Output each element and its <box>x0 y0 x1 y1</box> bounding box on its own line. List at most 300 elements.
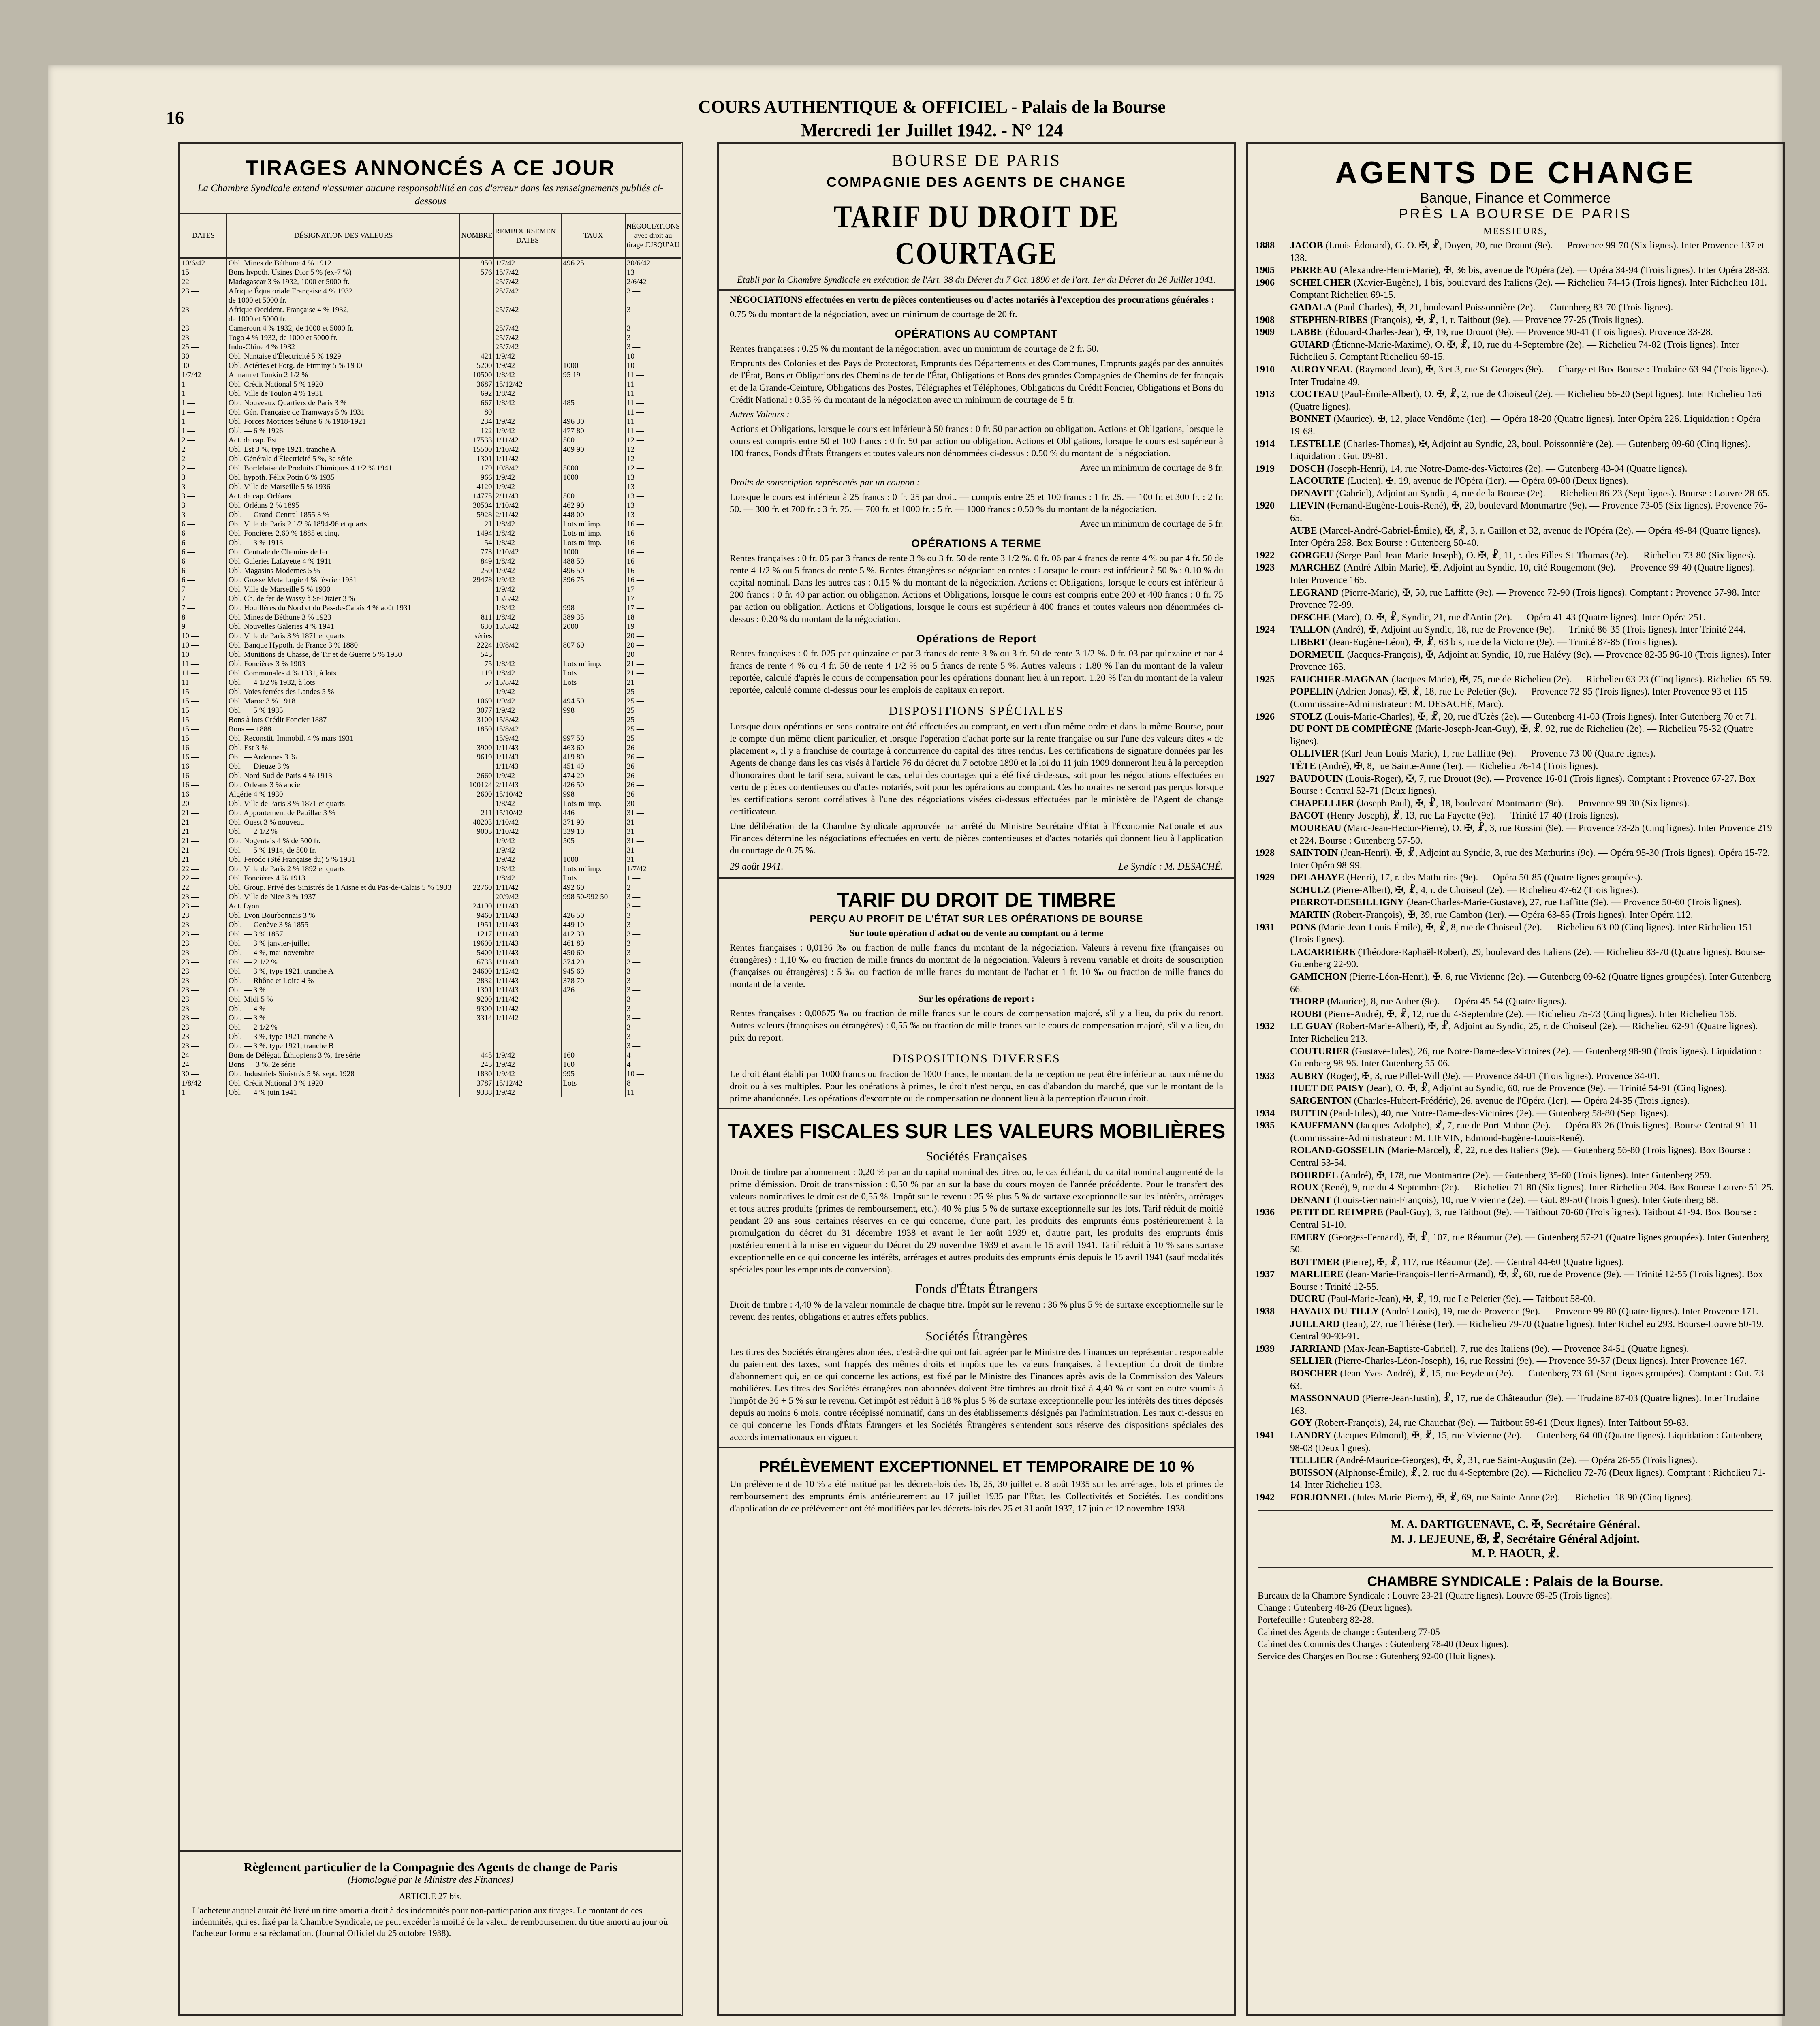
agent-name: BONNET <box>1290 414 1331 425</box>
row-date: 16 — <box>180 762 227 771</box>
divider <box>1258 1567 1773 1568</box>
row-rembours-date: 15/8/42 <box>493 622 561 631</box>
table-row <box>180 920 681 930</box>
row-date: 23 — <box>180 902 227 911</box>
row-date: 22 — <box>180 883 227 892</box>
row-nombre: 543 <box>460 650 493 659</box>
agent-details: (Robert-François), 24, rue Chauchat (9e). — Taitbout 59-61 (Deux lignes). Inter Taitbout 59-63. <box>1314 1418 1689 1429</box>
agent-details: (Charles-Hubert-Frédéric), 26, avenue de l'Opéra (1er). — Opéra 24-35 (Trois lignes). <box>1354 1095 1690 1106</box>
agent-details: (Pierre), ✠, ☧, 117, rue Réaumur (2e). — Central 44-60 (Quatre lignes). <box>1342 1257 1624 1267</box>
row-rembours-taux <box>561 1088 625 1097</box>
agent-year <box>1255 475 1290 487</box>
row-date: 23 — <box>180 286 227 296</box>
agent-body <box>1290 624 1775 636</box>
row-nombre: 1069 <box>460 697 493 706</box>
table-row <box>180 464 681 473</box>
row-rembours-date: 1/8/42 <box>493 874 561 883</box>
row-negociation: 25 — <box>626 734 644 743</box>
row-date: 10 — <box>180 641 227 650</box>
agent-year <box>1255 587 1290 611</box>
row-designation: Bons — 3 %, 2e série <box>227 1060 460 1069</box>
row-rembours-taux <box>561 631 625 641</box>
row-nombre: 1301 <box>460 454 493 464</box>
agent-year: 1925 <box>1255 674 1275 685</box>
row-negociation: 3 — <box>626 902 641 910</box>
agent-entry <box>1255 1008 1775 1021</box>
table-row <box>180 669 681 678</box>
row-date: 8 — <box>180 613 227 622</box>
agents-column <box>1246 142 1785 2016</box>
agent-name: LESTELLE <box>1290 438 1341 449</box>
row-rembours-taux <box>561 296 625 305</box>
row-negociation: 3 — <box>626 1004 641 1013</box>
row-negociation: 13 — <box>626 511 644 519</box>
agent-name: LABBE <box>1290 327 1323 338</box>
agent-details: (Louis-Roger), ✠, 7, rue Drouot (9e). — Provence 16-01 (Trois lignes). Comptant : Provence 67-27. Box Bourse : Central 52-71 (Deux lignes). <box>1290 773 1756 797</box>
agent-year <box>1255 760 1290 773</box>
comptant-title: OPÉRATIONS AU COMPTANT <box>895 328 1058 340</box>
row-nombre: 75 <box>460 659 493 669</box>
row-negociation: 25 — <box>626 716 644 724</box>
row-nombre <box>460 594 493 603</box>
agent-name: DUCRU <box>1290 1294 1325 1305</box>
table-row <box>180 985 681 995</box>
agent-entry <box>1255 277 1775 301</box>
agent-entry <box>1255 1231 1775 1256</box>
taxes-fr-title: Sociétés Françaises <box>926 1149 1027 1163</box>
agent-entry <box>1255 1194 1775 1207</box>
agent-year: 1926 <box>1255 711 1275 722</box>
row-nombre: 234 <box>460 417 493 426</box>
row-negociation: 18 — <box>626 613 644 622</box>
terme-text: Rentes françaises : 0 fr. 05 par 3 francs de rente 3 % ou 3 fr. 50 de rente 3 1/2 %. 0 fr. 06 par 4 francs de rente 4 % ou par 4 fr. 50 de rente 4 1/2 % ou 5 francs de rente 5 %. Rentes étrangères se négociant en rentes : Lorsque le cours est inférieur à 50 % : 0.10 % du capital nominal. Dans les autres cas : 0.15 % du montant de la négociation. Actions et Obligations, lorsque le cours est inférieur à 200 francs : 0 fr. 40 par action ou obligation. Actions et Obligations, lorsque le cours est compris entre 200 et 400 francs : 0 fr. 75 par action ou obligation. Actions et Obligations, lorsque le cours est supérieur à 400 francs et toutes valeurs non dénommées ci-dessus : 0.20 % du montant de la négociation. <box>730 553 1223 624</box>
table-row <box>180 762 681 771</box>
table-row <box>180 314 681 324</box>
table-row <box>180 911 681 920</box>
agent-body <box>1290 760 1775 773</box>
row-rembours-date: 15/10/42 <box>493 808 561 818</box>
courtage-etabli: Établi par la Chambre Syndicale en exécution de l'Art. 38 du Décret du 7 Oct. 1890 et de l'art. 1er du Décret du 26 Juillet 1941. <box>737 275 1216 285</box>
taxes-etat-text: Droit de timbre : 4,40 % de la valeur nominale de chaque titre. Impôt sur le revenu : 36 % plus 5 % de surtaxe exceptionnelle sur le revenu des rentes, obligations et autres effets publics. <box>730 1299 1223 1322</box>
agent-details: (François), ✠, ☧, 1, r. Taitbout (9e). — Provence 77-25 (Trois lignes). <box>1370 314 1644 325</box>
row-nombre: 849 <box>460 557 493 566</box>
agent-details: (Fernand-Eugène-Louis-René), ✠, 20, boulevard Montmartre (9e). — Provence 73-05 (Six lignes). Provence 76-65. <box>1290 500 1767 524</box>
table-row <box>180 771 681 780</box>
agent-body <box>1290 649 1775 673</box>
table-row <box>180 799 681 808</box>
agent-name: GUIARD <box>1290 339 1330 350</box>
agent-body <box>1290 1368 1775 1392</box>
agent-year <box>1255 1368 1290 1392</box>
chambre-line: Service des Charges en Bourse : Gutenberg 92-00 (Huit lignes). <box>1258 1651 1495 1661</box>
row-date: 23 — <box>180 948 227 957</box>
row-designation: Obl. — 2 1/2 % <box>227 1023 460 1032</box>
row-nombre: 1951 <box>460 920 493 930</box>
agent-name: ROUBI <box>1290 1009 1322 1019</box>
row-negociation: 31 — <box>626 818 644 827</box>
agent-body <box>1290 1268 1775 1293</box>
row-negociation: 3 — <box>626 995 641 1004</box>
table-row <box>180 557 681 566</box>
row-rembours-date: 1/12/42 <box>493 967 561 976</box>
row-rembours-date: 15/8/42 <box>493 715 561 724</box>
row-nombre <box>460 286 493 296</box>
row-rembours-date <box>493 408 561 417</box>
agents-subtitle: Banque, Finance et Commerce <box>1420 190 1611 206</box>
masthead-date: Mercredi 1er Juillet 1942. - N° 124 <box>801 120 1063 140</box>
row-nombre: 17533 <box>460 436 493 445</box>
row-designation: Obl. — 5 % 1914, de 500 fr. <box>227 846 460 855</box>
agent-entry <box>1255 773 1775 797</box>
agent-year <box>1255 822 1290 847</box>
row-designation: Obl. Crédit National 3 % 1920 <box>227 1079 460 1088</box>
agent-body <box>1290 587 1775 611</box>
row-rembours-taux: 998 <box>561 706 625 715</box>
agent-year: 1937 <box>1255 1269 1275 1280</box>
table-row <box>180 874 681 883</box>
row-rembours-taux: 389 35 <box>561 613 625 622</box>
table-row <box>180 473 681 482</box>
row-rembours-taux: 496 50 <box>561 566 625 575</box>
agent-entry <box>1255 636 1775 649</box>
row-nombre <box>460 846 493 855</box>
agent-entry <box>1255 909 1775 921</box>
row-rembours-taux <box>561 380 625 389</box>
row-rembours-date: 1/9/42 <box>493 417 561 426</box>
table-row <box>180 547 681 557</box>
agent-body <box>1290 1343 1775 1355</box>
agent-entry <box>1255 326 1775 339</box>
agent-year <box>1255 810 1290 822</box>
row-rembours-date: 1/11/43 <box>493 902 561 911</box>
agent-year <box>1255 1144 1290 1169</box>
row-designation: Obl. Banque Hypoth. de France 3 % 1880 <box>227 641 460 650</box>
row-rembours-date: 10/8/42 <box>493 641 561 650</box>
header-negociations: NÉGOCIATIONS avec droit au tirage JUSQU'AU <box>625 214 681 258</box>
row-date: 2 — <box>180 436 227 445</box>
agent-body <box>1290 339 1775 363</box>
row-rembours-taux <box>561 352 625 361</box>
row-date: 6 — <box>180 566 227 575</box>
row-rembours-date: 1/8/42 <box>493 389 561 398</box>
row-rembours-taux: 378 70 <box>561 976 625 985</box>
row-negociation: 31 — <box>626 827 644 836</box>
row-negociation: 21 — <box>626 669 644 677</box>
souscription-title: Droits de souscription représentés par un coupon : <box>730 477 920 487</box>
row-negociation: 3 — <box>626 930 641 938</box>
row-rembours-taux: 492 60 <box>561 883 625 892</box>
row-rembours-date: 1/11/43 <box>493 743 561 752</box>
agent-details: (Jean-Eugène-Léon), ✠, ☧, 63 bis, rue de la Victoire (9e). — Trinité 87-85 (Trois lignes). <box>1329 637 1677 648</box>
row-date: 16 — <box>180 743 227 752</box>
agent-body <box>1290 711 1775 723</box>
table-row <box>180 529 681 538</box>
row-rembours-taux <box>561 408 625 417</box>
row-rembours-taux: 998 <box>561 603 625 613</box>
row-rembours-date: 1/9/42 <box>493 687 561 697</box>
row-rembours-date: 1/9/42 <box>493 1069 561 1079</box>
agent-body <box>1290 1206 1775 1231</box>
agent-year <box>1255 996 1290 1008</box>
row-date: 25 — <box>180 342 227 352</box>
agent-entry <box>1255 1070 1775 1083</box>
row-negociation: 16 — <box>626 576 644 584</box>
agent-entry <box>1255 1144 1775 1169</box>
agent-details: (Jean-Marie-François-Henri-Armand), ✠, ☧, 60, rue de Provence (9e). — Trinité 12-55 (Trois lignes). Box Bourse : Trinité 12-55. <box>1290 1269 1763 1292</box>
row-designation: Bons de Délégat. Éthiopiens 3 %, 1re série <box>227 1051 460 1060</box>
agent-year <box>1255 1182 1290 1194</box>
row-negociation: 3 — <box>626 958 641 966</box>
row-nombre: 5400 <box>460 948 493 957</box>
row-rembours-date: 1/7/42 <box>493 258 561 268</box>
comptant-rentes: Rentes françaises : 0.25 % du montant de la négociation, avec un minimum de courtage de 2 fr. 50. <box>730 344 1099 354</box>
agent-name: FAUCHIER-MAGNAN <box>1290 674 1389 685</box>
row-date: 6 — <box>180 538 227 547</box>
row-negociation: 31 — <box>626 855 644 864</box>
row-nombre: 445 <box>460 1051 493 1060</box>
row-nombre <box>460 1023 493 1032</box>
agent-entry <box>1255 748 1775 760</box>
row-designation: Obl. Ville de Toulon 4 % 1931 <box>227 389 460 398</box>
row-rembours-date: 15/12/42 <box>493 1079 561 1088</box>
agent-name: OLLIVIER <box>1290 748 1339 759</box>
agent-body <box>1290 277 1775 301</box>
row-nombre <box>460 874 493 883</box>
row-designation: Obl. hypoth. Félix Potin 6 % 1935 <box>227 473 460 482</box>
table-row <box>180 603 681 613</box>
table-row <box>180 1088 681 1097</box>
agent-name: CHAPELLIER <box>1290 798 1354 809</box>
row-rembours-taux <box>561 454 625 464</box>
row-rembours-taux: 449 10 <box>561 920 625 930</box>
row-nombre: 14775 <box>460 492 493 501</box>
agent-body <box>1290 326 1775 339</box>
row-rembours-taux: 496 30 <box>561 417 625 426</box>
row-rembours-date: 2/11/43 <box>493 492 561 501</box>
row-date: 2 — <box>180 454 227 464</box>
row-nombre <box>460 314 493 324</box>
agent-details: (Jules-Marie-Pierre), ✠, ☧, 69, rue Sainte-Anne (2e). — Richelieu 18-90 (Cinq lignes). <box>1352 1492 1693 1503</box>
row-date: 23 — <box>180 911 227 920</box>
table-row <box>180 678 681 687</box>
row-rembours-taux: Lots m' imp. <box>561 519 625 529</box>
row-designation: Obl. — 6 % 1926 <box>227 426 460 436</box>
agent-entry <box>1255 723 1775 748</box>
agent-name: COUTURIER <box>1290 1046 1350 1057</box>
row-date: 23 — <box>180 1032 227 1041</box>
row-rembours-taux: 451 40 <box>561 762 625 771</box>
courtage-syndic: Le Syndic : M. DESACHÉ. <box>1118 861 1223 872</box>
row-rembours-date: 15/10/42 <box>493 790 561 799</box>
row-rembours-taux: 450 60 <box>561 948 625 957</box>
row-nombre: 9200 <box>460 995 493 1004</box>
agent-details: (Jean-Henri), ✠, ☧, Adjoint au Syndic, 3, rue des Mathurins (9e). — Opéra 95-30 (Trois lignes). Opéra 15-72. Inter Opéra 98-99. <box>1290 848 1770 871</box>
header-rembours-dates-sub: DATES <box>516 236 539 244</box>
comptant-emprunts: Emprunts des Colonies et des Pays de Protectorat, Emprunts des Départements et des Communes, Emprunts gagés par des annuités de l'État, Bons et Obligations des Chemins de fer de l'État, Obligations et Bons des grandes Compagnies de Chemins de fer français et de la Grande-Ceinture, Obligations des Postes, Télégraphes et Téléphones, Obligations du Crédit Foncier, Obligations et Bons du Crédit National : 0.35 % du montant de la négociation avec un minimum de courtage de 5 fr. <box>730 358 1223 405</box>
row-designation: Obl. Group. Privé des Sinistrés de 1'Aisne et du Pas-de-Calais 5 % 1933 <box>227 883 460 892</box>
agent-body <box>1290 636 1775 649</box>
timbre-dispo-title: DISPOSITIONS DIVERSES <box>892 1052 1061 1065</box>
table-row <box>180 939 681 948</box>
agent-entry <box>1255 549 1775 562</box>
timbre-text-1: Rentes françaises : 0,0136 ‰ ou fraction de mille francs du montant de la négociation. Valeurs à revenu fixe (françaises ou étrangères) : 1,10 ‰ ou fraction de mille francs du montant de la négociation. Valeurs à revenu variable et droits de souscription (françaises ou étrangères) : 5 ‰ ou fraction de mille francs du montant de l'achat et 1 fr. 10 ‰ ou fraction de mille francs du montant de la vente. <box>730 942 1223 989</box>
agent-name: EMERY <box>1290 1232 1326 1243</box>
row-nombre <box>460 836 493 846</box>
row-designation: Obl. Générale d'Électricité 5 %, 3e série <box>227 454 460 464</box>
row-negociation: 2 — <box>626 883 641 892</box>
agent-entry <box>1255 1082 1775 1095</box>
staff-list <box>1248 1517 1783 1561</box>
dispo-speciales-text: Lorsque deux opérations en sens contraire ont été effectuées au comptant, en vertu d'un même ordre et dans la même Bourse, pour le compte d'un même client particulier, et lorsque l'opération d'achat porte sur la rente française ou sur l'une des valeurs dites « de placement », il y a franchise de courtage à concurrence du capital des titres rendus. Les certifications de signature données par les Agents de change dans les cas visés à l'article 76 du décret du 7 octobre 1890 et la loi du 11 juin 1909 donneront lieu à la perception d'honoraires dont le tarif sera, suivant le cas, celui des courtages qui a été fixé ci-dessus, soit pour les négociations effectuées en vertu de pièces contentieuses ou d'actes notariés, soit pour les opérations au comptant. Ces honoraires ne seront pas perçus lorsque les certifications seront corrélatives à l'une des négociations visées ci-dessus effectuées par le ministère de l'Agent de change certificateur. <box>730 721 1223 816</box>
row-date: 1/8/42 <box>180 1079 227 1088</box>
row-designation: Obl. Galeries Lafayette 4 % 1911 <box>227 557 460 566</box>
row-rembours-taux: 371 90 <box>561 818 625 827</box>
table-row <box>180 724 681 734</box>
row-nombre <box>460 734 493 743</box>
table-row <box>180 641 681 650</box>
agent-year <box>1255 611 1290 624</box>
row-designation: Annam et Tonkin 2 1/2 % <box>227 370 460 380</box>
agent-year <box>1255 1355 1290 1368</box>
row-nombre: 19600 <box>460 939 493 948</box>
row-date: 22 — <box>180 874 227 883</box>
row-date <box>180 296 227 305</box>
row-date: 21 — <box>180 827 227 836</box>
row-date: 23 — <box>180 333 227 342</box>
agent-entry <box>1255 1430 1775 1454</box>
agent-details: (Théodore-Raphaël-Robert), 29, boulevard des Italiens (2e). — Richelieu 83-70 (Quatre lignes). Bourse-Gutenberg 22-90. <box>1290 947 1766 970</box>
agent-details: (Henry-Joseph), ☧, 13, rue La Fayette (9e). — Trinité 17-40 (Trois lignes). <box>1327 810 1619 821</box>
row-date: 30 — <box>180 1069 227 1079</box>
row-designation: Obl. Orléans 3 % ancien <box>227 780 460 790</box>
row-date: 1 — <box>180 380 227 389</box>
row-designation: Obl. Ferodo (Sté Française du) 5 % 1931 <box>227 855 460 864</box>
row-date: 1 — <box>180 426 227 436</box>
row-rembours-taux <box>561 389 625 398</box>
row-negociation: 26 — <box>626 772 644 780</box>
row-date: 15 — <box>180 268 227 277</box>
row-negociation: 26 — <box>626 790 644 799</box>
table-row <box>180 883 681 892</box>
agent-details: (Paul-Jules), 40, rue Notre-Dame-des-Victoires (2e). — Gutenberg 58-80 (Sept lignes). <box>1330 1108 1669 1119</box>
agent-entry <box>1255 500 1775 524</box>
row-nombre: 576 <box>460 268 493 277</box>
row-designation: Obl. Industriels Sinistrés 5 %, sept. 1928 <box>227 1069 460 1079</box>
agent-details: (Louis-Germain-François), 10, rue Vivienne (2e). — Gut. 89-50 (Trois lignes). Inter Gutenberg 68. <box>1333 1195 1719 1205</box>
row-rembours-taux: 339 10 <box>561 827 625 836</box>
row-designation: Obl. — 4 % <box>227 1004 460 1013</box>
divider <box>1258 1510 1773 1511</box>
table-row <box>180 818 681 827</box>
row-negociation: 12 — <box>626 445 644 454</box>
table-row <box>180 585 681 594</box>
agent-name: BACOT <box>1290 810 1325 821</box>
agent-year <box>1255 1231 1290 1256</box>
row-date: 11 — <box>180 678 227 687</box>
row-date: 16 — <box>180 780 227 790</box>
row-rembours-taux <box>561 286 625 296</box>
agent-details: (Raymond-Jean), ✠, 3 et 3, rue St-Georges (9e). — Charge et Box Bourse : Trudaine 63-94 (Trois lignes). Inter Trudaine 49. <box>1290 364 1769 387</box>
agent-body <box>1290 847 1775 872</box>
table-row <box>180 864 681 874</box>
agent-entry <box>1255 1467 1775 1492</box>
timbre-title: TARIF DU DROIT DE TIMBRE <box>837 889 1116 911</box>
row-date: 3 — <box>180 510 227 519</box>
agent-body <box>1290 363 1775 388</box>
prelevement-text: Un prélèvement de 10 % a été institué par les décrets-lois des 16, 25, 30 juillet et 8 août 1935 sur les arrérages, lots et primes de remboursement des emprunts émis antérieurement au 17 juillet 1935 par l'État, les Collectivités et Sociétés. Les conditions d'application de ce prélèvement ont été modifiées par les décrets-lois des 25 et 31 août 1937, 17 juin et 12 novembre 1938. <box>730 1479 1223 1513</box>
row-rembours-date: 1/9/42 <box>493 1060 561 1069</box>
row-negociation <box>625 314 681 324</box>
row-nombre: 3314 <box>460 1013 493 1023</box>
row-rembours-date: 1/9/42 <box>493 352 561 361</box>
row-negociation: 11 — <box>626 1088 644 1097</box>
row-rembours-taux: 995 <box>561 1069 625 1079</box>
row-rembours-taux: 446 <box>561 808 625 818</box>
row-rembours-date: 15/9/42 <box>493 734 561 743</box>
agent-body <box>1290 1318 1775 1343</box>
table-row <box>180 1079 681 1088</box>
row-negociation: 3 — <box>626 911 641 920</box>
row-date: 15 — <box>180 734 227 743</box>
row-rembours-taux: 396 75 <box>561 575 625 585</box>
row-designation: Madagascar 3 % 1932, 1000 et 5000 fr. <box>227 277 460 286</box>
row-date: 21 — <box>180 855 227 864</box>
row-nombre: 24600 <box>460 967 493 976</box>
row-designation: Obl. — 5 % 1935 <box>227 706 460 715</box>
table-row <box>180 296 681 305</box>
agent-year: 1934 <box>1255 1108 1275 1119</box>
row-rembours-taux: 461 80 <box>561 939 625 948</box>
row-date <box>180 314 227 324</box>
row-date: 23 — <box>180 985 227 995</box>
agent-name: LACARRIÈRE <box>1290 947 1356 957</box>
header-rembours-dates <box>493 214 561 258</box>
agent-body <box>1290 549 1775 562</box>
row-date: 1 — <box>180 389 227 398</box>
agent-name: LE GUAY <box>1290 1021 1333 1032</box>
row-rembours-date: 2/11/43 <box>493 780 561 790</box>
row-rembours-date: 1/8/42 <box>493 557 561 566</box>
row-negociation: 3 — <box>626 967 641 976</box>
agent-year <box>1255 1095 1290 1107</box>
row-negociation: 25 — <box>626 706 644 715</box>
agent-entry <box>1255 1293 1775 1306</box>
row-rembours-taux <box>561 1023 625 1032</box>
row-rembours-taux: Lots <box>561 874 625 883</box>
agent-details: (Alphonse-Émile), ☧, 2, rue du 4-Septembre (2e). — Richelieu 72-76 (Deux lignes). Comptant : Richelieu 71-14. Inter Richelieu 193. <box>1290 1467 1766 1491</box>
row-rembours-date: 1/11/43 <box>493 985 561 995</box>
agents-messieurs: MESSIEURS, <box>1483 226 1548 237</box>
row-rembours-date: 1/10/42 <box>493 501 561 510</box>
agent-name: SCHULZ <box>1290 885 1330 895</box>
row-rembours-taux: 419 80 <box>561 752 625 762</box>
row-rembours-taux: 998 <box>561 790 625 799</box>
row-rembours-date: 1/9/42 <box>493 361 561 370</box>
row-negociation: 3 — <box>626 977 641 985</box>
agent-year <box>1255 946 1290 971</box>
agent-year <box>1255 1467 1290 1492</box>
agent-entry <box>1255 1392 1775 1417</box>
agent-details: (Max-Jean-Baptiste-Gabriel), 7, rue des Italiens (9e). — Provence 34-51 (Quatre lignes). <box>1343 1343 1689 1354</box>
table-row <box>180 324 681 333</box>
row-nombre: 30504 <box>460 501 493 510</box>
row-designation: Obl. — Rhône et Loire 4 % <box>227 976 460 985</box>
agent-body <box>1290 1070 1775 1083</box>
agent-details: (Marcel-André-Gabriel-Émile), ✠, ☧, 3, r. Gaillon et 32, avenue de l'Opéra (2e). — Opéra 49-84 (Quatre lignes). Inter Opéra 258. Box Bourse : Gutenberg 50-40. <box>1290 525 1760 549</box>
row-date: 9 — <box>180 622 227 631</box>
row-designation: Obl. Foncières 2,60 % 1885 et cinq. <box>227 529 460 538</box>
row-negociation: 10 — <box>626 1070 644 1078</box>
